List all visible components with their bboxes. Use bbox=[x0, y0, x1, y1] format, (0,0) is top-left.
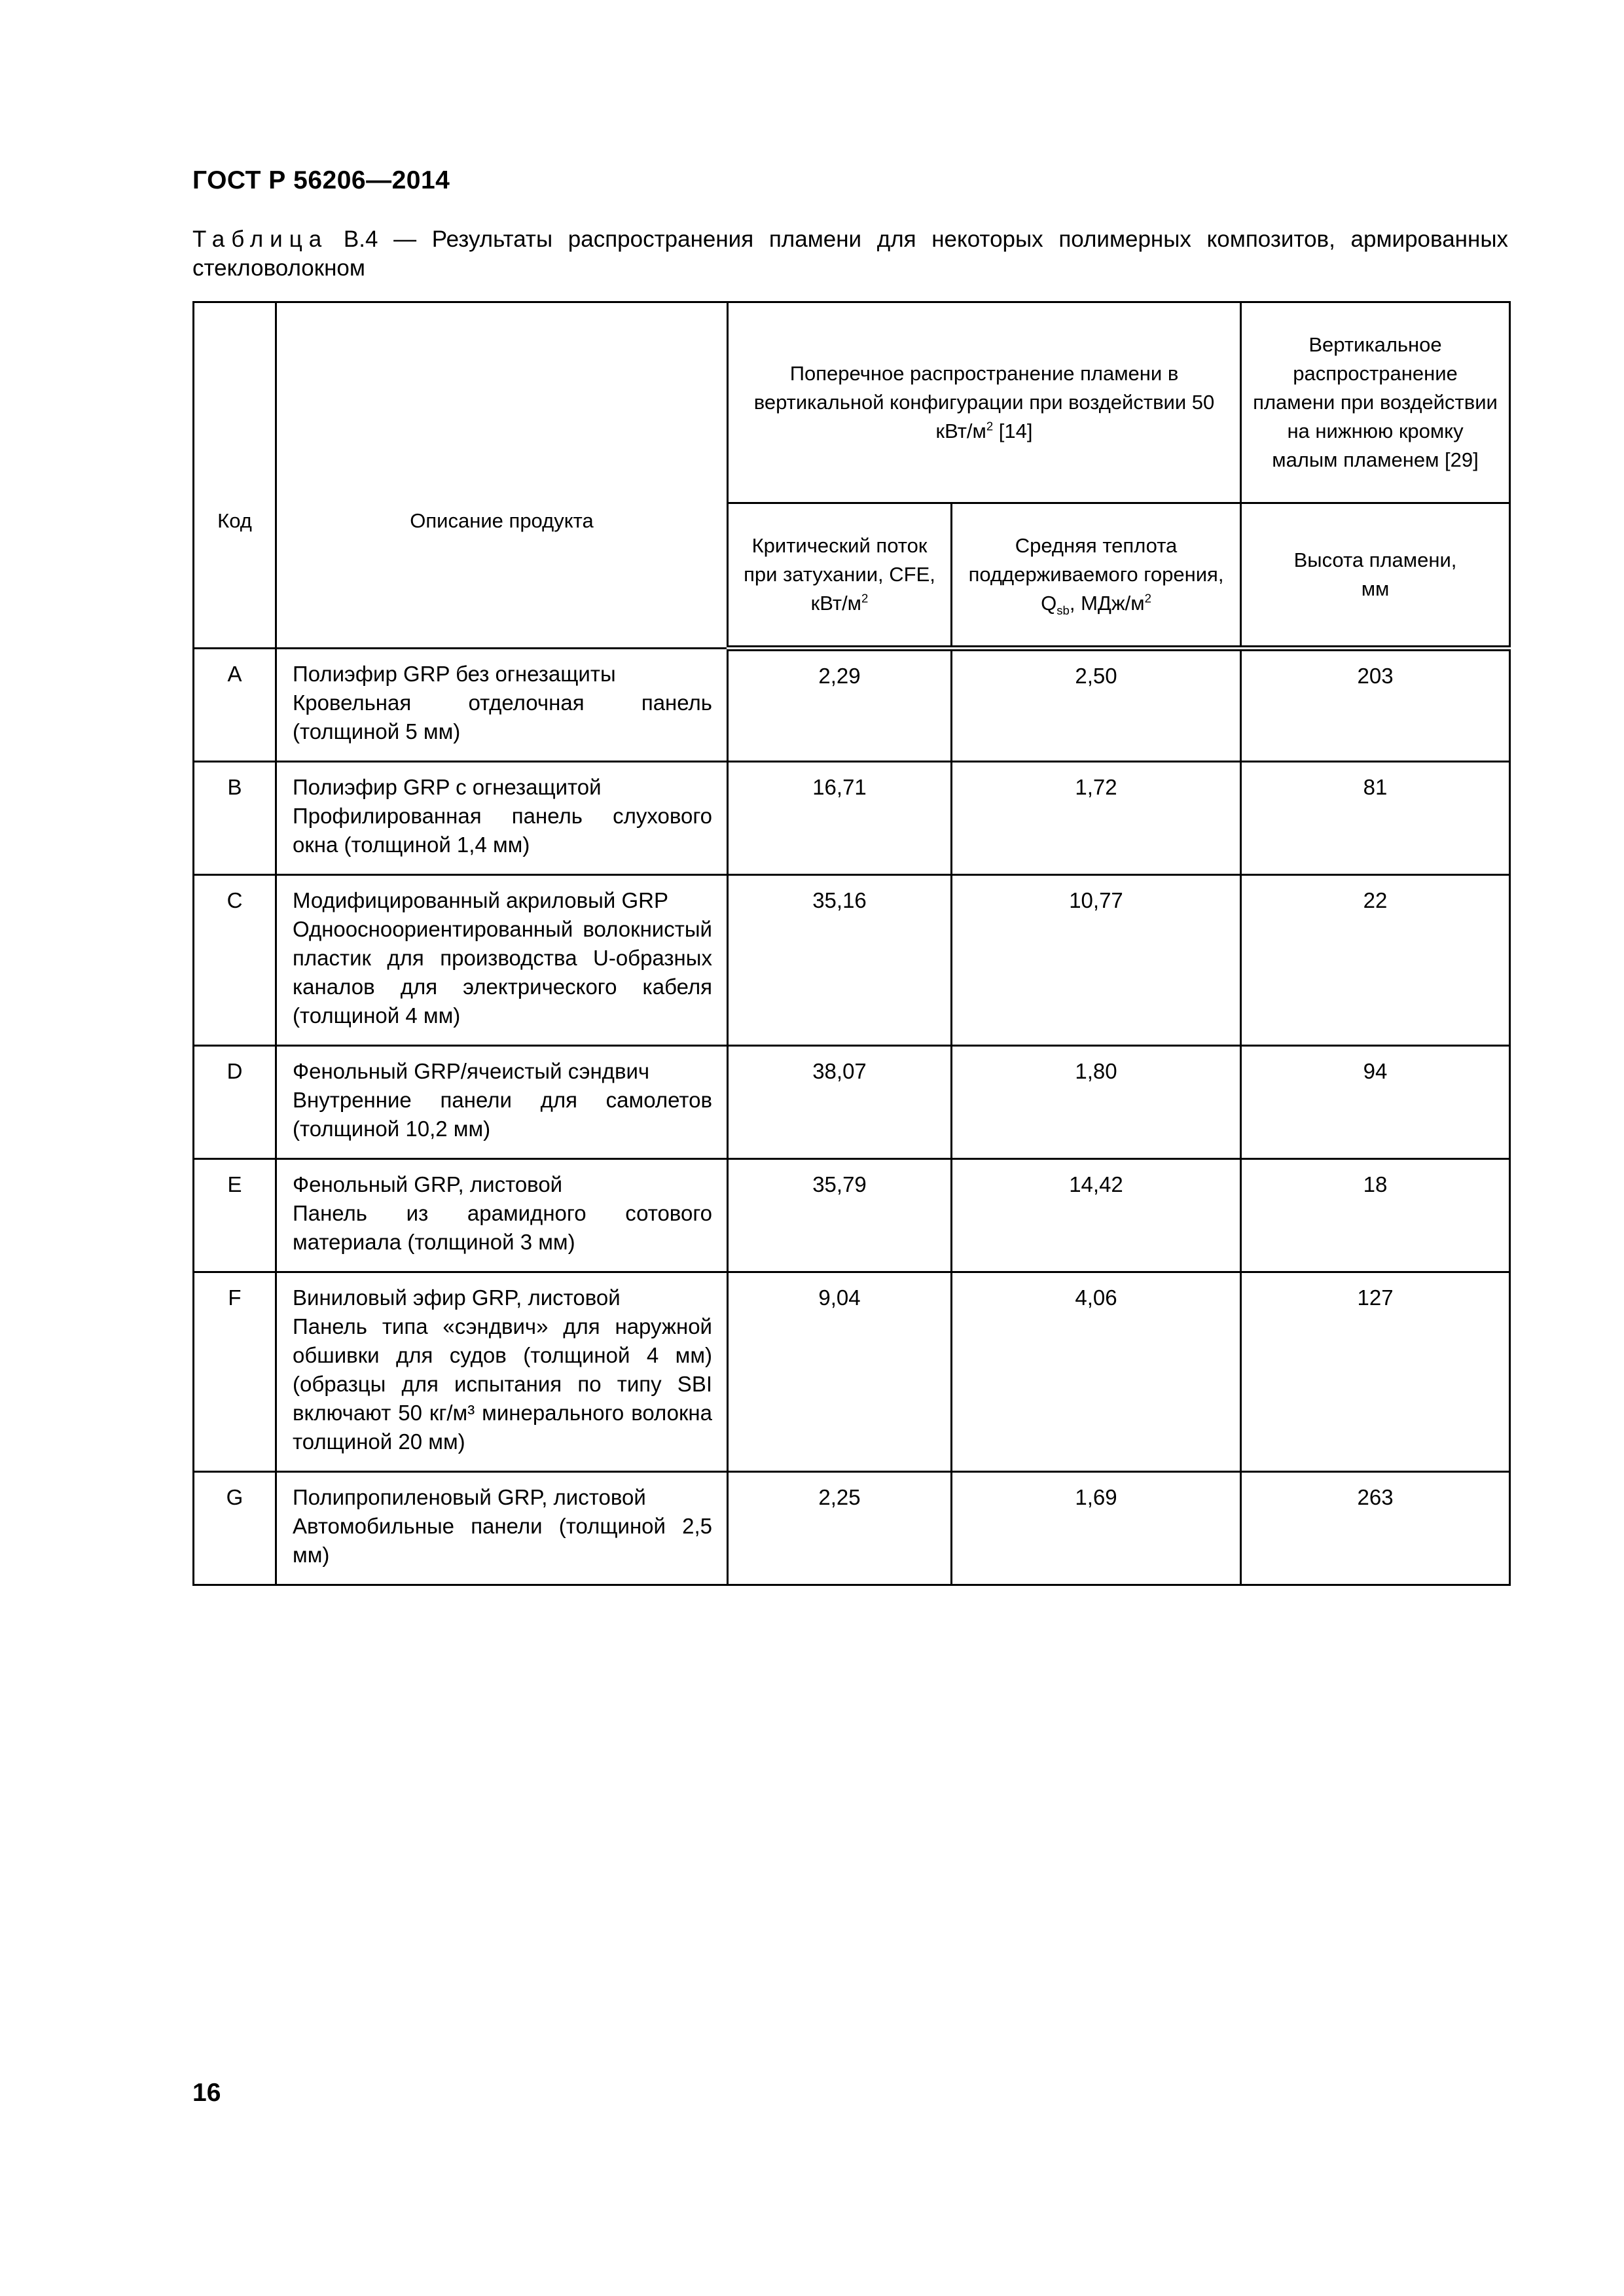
column-header-description: Описание продукта bbox=[276, 302, 728, 649]
cell-qsb: 2,50 bbox=[952, 649, 1241, 762]
description-line: Панель типа «сэндвич» для наружной обшивки для судов (толщиной 4 мм) (образцы для испытания по типу SBI включают 50 кг/м³ минерального волокна толщиной 20 мм) bbox=[293, 1314, 712, 1454]
cell-code: G bbox=[194, 1472, 276, 1585]
caption-text: — Результаты распространения пламени для некоторых полимерных композитов, армированных стекловолокном bbox=[192, 226, 1508, 281]
cell-description bbox=[276, 875, 728, 1046]
table-row bbox=[194, 1159, 1510, 1272]
description-line: Кровельная отделочная панель (толщиной 5 мм) bbox=[293, 691, 712, 744]
cell-description bbox=[276, 1272, 728, 1472]
cell-code: B bbox=[194, 762, 276, 875]
table-row bbox=[194, 649, 1510, 762]
cell-qsb: 1,69 bbox=[952, 1472, 1241, 1585]
table-row bbox=[194, 762, 1510, 875]
description-line: Профилированная панель слухового окна (толщиной 1,4 мм) bbox=[293, 804, 712, 857]
cell-flame-height: 263 bbox=[1241, 1472, 1510, 1585]
description-line: Полиэфир GRP с огнезащитой bbox=[293, 775, 602, 799]
cell-flame-height: 203 bbox=[1241, 649, 1510, 762]
cell-flame-height: 94 bbox=[1241, 1046, 1510, 1159]
column-header-flame-height: Высота пламени, мм bbox=[1241, 503, 1510, 649]
cell-cfe: 38,07 bbox=[728, 1046, 952, 1159]
cell-qsb: 1,80 bbox=[952, 1046, 1241, 1159]
table-row bbox=[194, 1046, 1510, 1159]
cell-qsb: 1,72 bbox=[952, 762, 1241, 875]
table-row bbox=[194, 875, 1510, 1046]
cell-flame-height: 81 bbox=[1241, 762, 1510, 875]
table-caption bbox=[192, 225, 1508, 283]
document-code: ГОСТ Р 56206—2014 bbox=[192, 166, 450, 194]
table-row bbox=[194, 1472, 1510, 1585]
description-line: Автомобильные панели (толщиной 2,5 мм) bbox=[293, 1514, 712, 1567]
cell-flame-height: 18 bbox=[1241, 1159, 1510, 1272]
cell-description bbox=[276, 649, 728, 762]
column-header-code: Код bbox=[194, 302, 276, 649]
page-number: 16 bbox=[192, 2079, 221, 2107]
description-line: Одноосноориентированный волокнистый пластик для производства U-образных каналов для электрического кабеля (толщиной 4 мм) bbox=[293, 917, 712, 1028]
cell-description bbox=[276, 1159, 728, 1272]
column-header-qsb: Средняя теплота поддерживаемого горения, $Q_{sb}$, МДж/$м^2$ bbox=[952, 503, 1241, 649]
cell-code: D bbox=[194, 1046, 276, 1159]
description-line: Фенольный GRP/ячеистый сэндвич bbox=[293, 1059, 650, 1083]
caption-number: В.4 bbox=[343, 226, 378, 252]
description-line: Виниловый эфир GRP, листовой bbox=[293, 1285, 621, 1310]
cell-flame-height: 127 bbox=[1241, 1272, 1510, 1472]
cell-qsb: 14,42 bbox=[952, 1159, 1241, 1272]
description-line: Полипропиленовый GRP, листовой bbox=[293, 1485, 646, 1509]
cell-qsb: 10,77 bbox=[952, 875, 1241, 1046]
cell-description bbox=[276, 1046, 728, 1159]
cell-cfe: 35,16 bbox=[728, 875, 952, 1046]
description-line: Панель из арамидного сотового материала (толщиной 3 мм) bbox=[293, 1201, 712, 1254]
description-line: Фенольный GRP, листовой bbox=[293, 1172, 563, 1196]
description-line: Модифицированный акриловый GRP bbox=[293, 888, 669, 912]
cell-code: E bbox=[194, 1159, 276, 1272]
cell-cfe: 2,25 bbox=[728, 1472, 952, 1585]
cell-description bbox=[276, 1472, 728, 1585]
cell-cfe: 35,79 bbox=[728, 1159, 952, 1272]
cell-cfe: 2,29 bbox=[728, 649, 952, 762]
cell-code: F bbox=[194, 1272, 276, 1472]
caption-label: Таблица bbox=[192, 226, 329, 252]
description-line: Внутренние панели для самолетов (толщиной 10,2 мм) bbox=[293, 1088, 712, 1141]
results-table bbox=[192, 301, 1511, 1586]
cell-code: C bbox=[194, 875, 276, 1046]
table-body bbox=[194, 649, 1510, 1585]
cell-cfe: 16,71 bbox=[728, 762, 952, 875]
column-header-cfe: Критический поток при затухании, CFE, кВт/$м^2$ bbox=[728, 503, 952, 649]
cell-code: A bbox=[194, 649, 276, 762]
cell-cfe: 9,04 bbox=[728, 1272, 952, 1472]
cell-flame-height: 22 bbox=[1241, 875, 1510, 1046]
description-line: Полиэфир GRP без огнезащиты bbox=[293, 662, 616, 686]
column-group-vertical-spread: Вертикальное распространение пламени при воздействии на нижнюю кромку малым пламенем [29] bbox=[1241, 302, 1510, 503]
table-row bbox=[194, 1272, 1510, 1472]
cell-description bbox=[276, 762, 728, 875]
cell-qsb: 4,06 bbox=[952, 1272, 1241, 1472]
column-group-transverse-spread: Поперечное распространение пламени в вертикальной конфигурации при воздействии 50 кВт/$м^2$ [14] bbox=[728, 302, 1241, 503]
